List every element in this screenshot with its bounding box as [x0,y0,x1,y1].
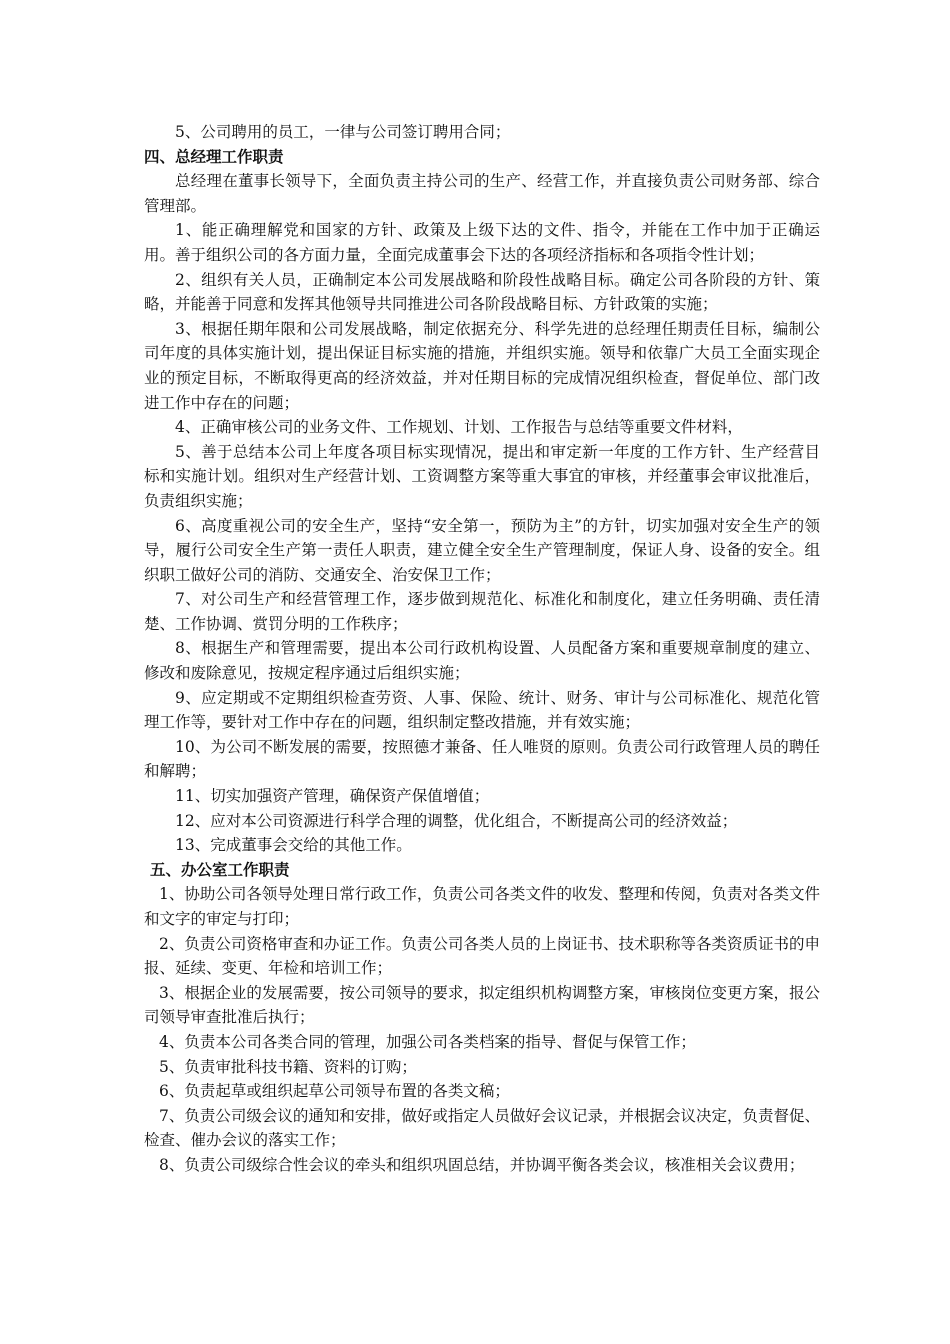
paragraph: 2、负责公司资格审查和办证工作。负责公司各类人员的上岗证书、技术职称等各类资质证书的申报、延续、变更、年检和培训工作； [144,934,820,978]
paragraph: 4、负责本公司各类合同的管理，加强公司各类档案的指导、督促与保管工作； [159,1032,696,1051]
paragraph: 3、根据企业的发展需要，按公司领导的要求，拟定组织机构调整方案，审核岗位变更方案，报公司领导审查批准后执行； [144,983,820,1027]
paragraph: 10、为公司不断发展的需要，按照德才兼备、任人唯贤的原则。负责公司行政管理人员的聘任和解聘； [144,737,820,781]
paragraph: 2、组织有关人员，正确制定本公司发展战略和阶段性战略目标。确定公司各阶段的方针、策略，并能善于同意和发挥其他领导共同推进公司各阶段战略目标、方针政策的实施； [144,270,820,314]
paragraph: 11、切实加强资产管理，确保资产保值增值； [175,787,490,806]
paragraph: 总经理在董事长领导下，全面负责主持公司的生产、经营工作，并直接负责公司财务部、综合管理部。 [144,172,820,215]
paragraph: 13、完成董事会交给的其他工作。 [175,836,412,855]
paragraph: 6、高度重视公司的安全生产，坚持“安全第一，预防为主”的方针，切实加强对安全生产的领导，履行公司安全生产第一责任人职责，建立健全安全生产管理制度，保证人身、设备的安全。组织职工做好公司的消防、交通安全、治安保卫工作； [144,516,820,584]
paragraph: 6、负责起草或组织起草公司领导布置的各类文稿； [159,1082,510,1101]
paragraph: 4、正确审核公司的业务文件、工作规划、计划、工作报告与总结等重要文件材料， [175,418,743,437]
paragraph: 1、能正确理解党和国家的方针、政策及上级下达的文件、指令，并能在工作中加于正确运用。善于组织公司的各方面力量，全面完成董事会下达的各项经济指标和各项指令性计划； [144,221,820,264]
paragraph: 9、应定期或不定期组织检查劳资、人事、保险、统计、财务、审计与公司标准化、规范化管理工作等，要针对工作中存在的问题，组织制定整改措施，并有效实施； [144,688,820,732]
paragraph: 3、根据任期年限和公司发展战略，制定依据充分、科学先进的总经理任期责任目标，编制公司年度的具体实施计划，提出保证目标实施的措施，并组织实施。领导和依靠广大员工全面实现企业的预定目标，不断取得更高的经济效益，并对任期目标的完成情况组织检查，督促单位、部门改进工作中存在的问题； [144,319,820,412]
paragraph: 7、负责公司级会议的通知和安排，做好或指定人员做好会议记录，并根据会议决定，负责督促、检查、催办会议的落实工作； [144,1106,820,1150]
paragraph: 8、根据生产和管理需要，提出本公司行政机构设置、人员配备方案和重要规章制度的建立、修改和废除意见，按规定程序通过后组织实施； [144,639,820,683]
paragraph: 5、公司聘用的员工，一律与公司签订聘用合同； [175,123,511,141]
paragraph: 8、负责公司级综合性会议的牵头和组织巩固总结，并协调平衡各类会议，核准相关会议费用； [159,1155,805,1174]
paragraph: 12、应对本公司资源进行科学合理的调整，优化组合，不断提高公司的经济效益； [175,811,738,830]
section-heading-general-manager: 四、总经理工作职责 [144,147,284,166]
section-heading-office: 五、办公室工作职责 [150,860,290,879]
paragraph: 5、善于总结本公司上年度各项目标实现情况，提出和审定新一年度的工作方针、生产经营目标和实施计划。组织对生产经营计划、工资调整方案等重大事宜的审核，并经董事会审议批准后，负责组织实施； [144,442,820,510]
paragraph: 1、协助公司各领导处理日常行政工作，负责公司各类文件的收发、整理和传阅，负责对各类文件和文字的审定与打印； [144,885,820,928]
paragraph: 7、对公司生产和经营管理工作，逐步做到规范化、标准化和制度化，建立任务明确、责任清楚、工作协调、赏罚分明的工作秩序； [144,590,820,633]
document-page [144,120,820,1178]
paragraph: 5、负责审批科技书籍、资料的订购； [159,1057,417,1076]
